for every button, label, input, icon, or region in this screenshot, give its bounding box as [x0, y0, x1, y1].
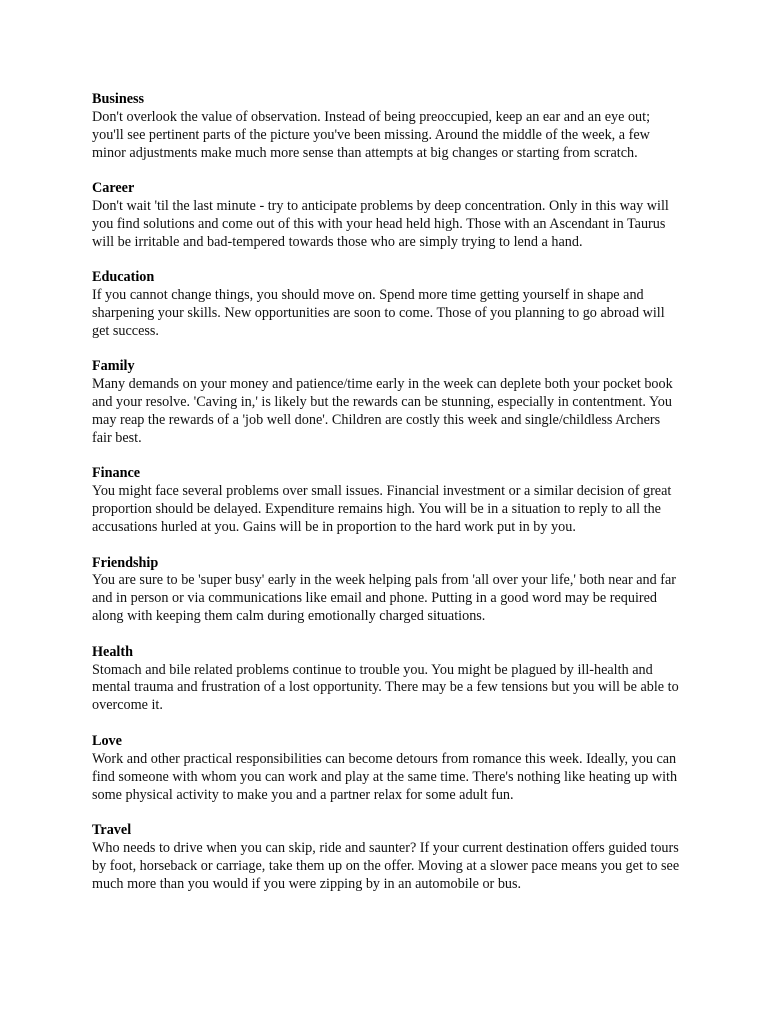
section-finance — [92, 465, 682, 537]
section-paragraph: Many demands on your money and patience/time early in the week can deplete both your pocket book and your resolve. 'Caving in,' is likely but the rewards can be stunning, especially in contentment. You may reap the rewards of a 'job well done'. Children are costly this week and single/childless Archers fair best. — [92, 376, 673, 446]
section-paragraph: If you cannot change things, you should move on. Spend more time getting yourself in shape and sharpening your skills. New opportunities are soon to come. Those of you planning to go abroad will get success. — [92, 287, 665, 339]
section-education — [92, 269, 682, 341]
section-heading: Health — [92, 643, 133, 660]
section-friendship — [92, 555, 682, 627]
section-paragraph: Don't overlook the value of observation. Instead of being preoccupied, keep an ear and an eye out; you'll see pertinent parts of the picture you've been missing. Around the middle of the week, a few minor adjustments make much more sense than attempts at big changes or starting from scratch. — [92, 108, 651, 161]
section-heading: Finance — [92, 465, 141, 482]
section-paragraph: You might face several problems over small issues. Financial investment or a similar decision of great proportion should be delayed. Expenditure remains high. You will be in a situation to reply to all the accusations hurled at you. Gains will be in proportion to the hard work put in by you. — [92, 483, 672, 536]
section-heading: Family — [92, 358, 135, 375]
section-heading: Travel — [92, 821, 132, 838]
section-travel — [92, 822, 682, 894]
section-business — [92, 91, 682, 163]
section-family — [92, 358, 682, 448]
section-heading: Love — [92, 732, 122, 749]
section-heading: Education — [92, 269, 155, 286]
section-career — [92, 180, 682, 252]
section-health — [92, 644, 682, 716]
section-paragraph: You are sure to be 'super busy' early in the week helping pals from 'all over your life,' both near and far and in person or via communications like email and phone. Putting in a good word may be required along with keeping them calm during emotionally charged situations. — [92, 572, 676, 625]
section-paragraph: Stomach and bile related problems continue to trouble you. You might be plagued by ill-health and mental trauma and frustration of a lost opportunity. There may be a few tensions but you will be able to overcome it. — [92, 661, 679, 714]
section-heading: Friendship — [92, 554, 159, 571]
section-paragraph: Who needs to drive when you can skip, ride and saunter? If your current destination offers guided tours by foot, horseback or carriage, take them up on the offer. Moving at a slower pace means you get to see much more than you would if you were zipping by in an automobile or bus. — [92, 839, 680, 892]
section-love — [92, 733, 682, 805]
section-heading: Career — [92, 180, 135, 197]
section-paragraph: Don't wait 'til the last minute - try to anticipate problems by deep concentration. Only in this way will you find solutions and come out of this with your head held high. Those with an Ascendant in Taurus will be irritable and bad-tempered towards those who are simply trying to lend a hand. — [92, 198, 669, 250]
document-page — [92, 91, 682, 911]
section-heading: Business — [92, 91, 145, 107]
section-paragraph: Work and other practical responsibilities can become detours from romance this week. Ideally, you can find someone with whom you can work and play at the same time. There's nothing like heating up with some physical activity to make you and a partner relax for some adult fun. — [92, 750, 678, 803]
